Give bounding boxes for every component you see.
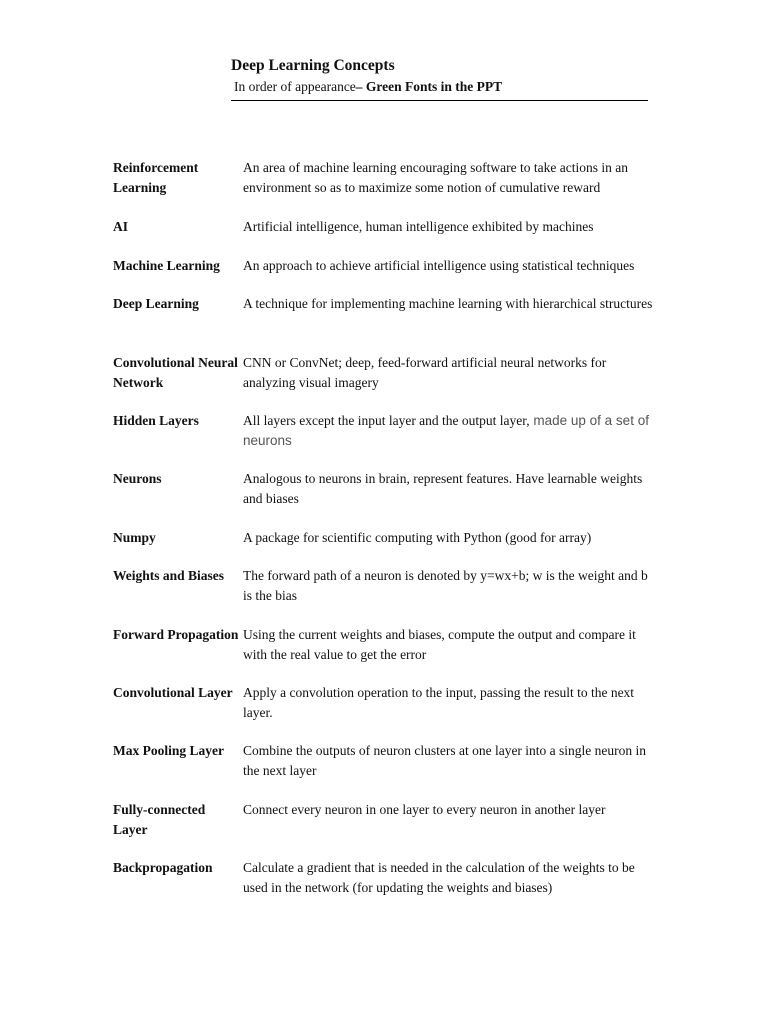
glossary-list: [113, 158, 653, 898]
glossary-definition: Combine the outputs of neuron clusters at one layer into a single neuron in the next layer: [243, 743, 647, 778]
glossary-definition: Connect every neuron in one layer to every neuron in another layer: [243, 802, 606, 817]
glossary-entry: [113, 411, 653, 469]
document-header: [231, 56, 648, 96]
glossary-term: Fully-connected Layer: [113, 802, 206, 837]
glossary-term: Backpropagation: [113, 860, 213, 875]
glossary-definition: A technique for implementing machine learning with hierarchical structures: [243, 296, 653, 311]
definition-text: All layers except the input layer and the output layer,: [243, 413, 530, 428]
glossary-definition: Artificial intelligence, human intelligence exhibited by machines: [243, 219, 594, 234]
glossary-definition: Using the current weights and biases, compute the output and compare it with the real value to get the error: [243, 627, 636, 662]
glossary-entry: [113, 469, 653, 528]
glossary-term: Numpy: [113, 530, 156, 545]
glossary-definition: Analogous to neurons in brain, represent features. Have learnable weights and biases: [243, 471, 643, 506]
glossary-term: Forward Propagation: [113, 627, 239, 642]
glossary-term: Machine Learning: [113, 258, 220, 273]
glossary-definition: [243, 411, 653, 469]
glossary-entry: [113, 528, 653, 566]
header-divider: [231, 100, 648, 101]
glossary-definition: Apply a convolution operation to the input, passing the result to the next layer.: [243, 685, 635, 720]
glossary-entry: [113, 158, 653, 217]
glossary-entry: [113, 566, 653, 625]
glossary-term: AI: [113, 219, 129, 234]
glossary-entry: [113, 800, 653, 858]
document-subtitle: [234, 78, 648, 96]
glossary-definition: Calculate a gradient that is needed in the calculation of the weights to be used in the network (for updating the weights and biases): [243, 860, 635, 895]
glossary-definition: An approach to achieve artificial intelligence using statistical techniques: [243, 258, 635, 273]
glossary-entry: [113, 294, 653, 353]
glossary-term: Neurons: [113, 471, 162, 486]
document-title: Deep Learning Concepts: [231, 57, 395, 74]
glossary-entry: [113, 625, 653, 683]
glossary-definition: An area of machine learning encouraging software to take actions in an environment so as to maximize some notion of cumulative reward: [243, 160, 628, 195]
glossary-term: Weights and Biases: [113, 568, 225, 583]
glossary-entry: [113, 858, 653, 898]
glossary-definition: CNN or ConvNet; deep, feed-forward artificial neural networks for analyzing visual imagery: [243, 355, 607, 390]
glossary-entry: [113, 256, 653, 294]
subtitle-bold-text: – Green Fonts in the PPT: [355, 79, 503, 94]
glossary-term: Convolutional Layer: [113, 685, 233, 700]
definition-note: made up of a set of neurons: [243, 413, 649, 448]
glossary-term: Hidden Layers: [113, 413, 199, 428]
glossary-term: Convolutional Neural Network: [113, 355, 238, 390]
glossary-entry: [113, 683, 653, 741]
glossary-definition: A package for scientific computing with Python (good for array): [243, 530, 592, 545]
glossary-entry: [113, 741, 653, 800]
glossary-definition: The forward path of a neuron is denoted by y=wx+b; w is the weight and b is the bias: [243, 568, 648, 603]
glossary-term: Deep Learning: [113, 296, 199, 311]
glossary-term: Reinforcement Learning: [113, 160, 199, 195]
glossary-entry: [113, 217, 653, 256]
subtitle-regular-text: In order of appearance: [234, 79, 356, 94]
glossary-term: Max Pooling Layer: [113, 743, 224, 758]
glossary-entry: [113, 353, 653, 411]
